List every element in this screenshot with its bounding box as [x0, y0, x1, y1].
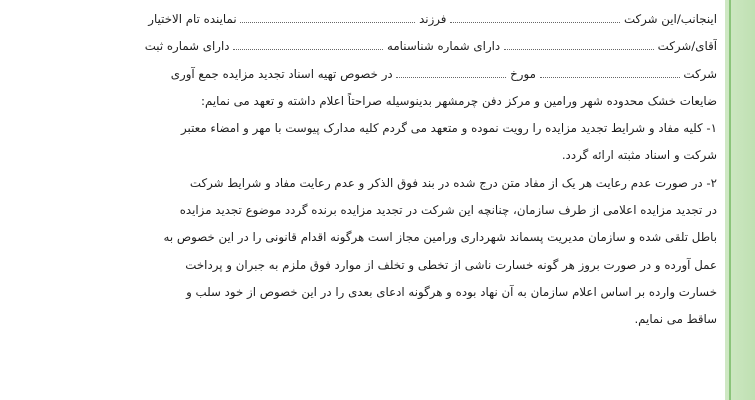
header-line-2: آقای/شرکت دارای شماره شناسنامه دارای شماره ثبت [144, 39, 717, 54]
green-margin-rule [729, 0, 731, 400]
clause-2-line-4: عمل آورده و در صورت بروز هر گونه خسارت ناشی از تخطی و تخلف از موارد فوق ملزم به جبران و پرداخت [185, 257, 717, 272]
blank-field[interactable] [240, 10, 415, 23]
header-line-1: اینجانب/این شرکت فرزند نماینده تام الاختیار [148, 12, 717, 26]
blank-field[interactable] [540, 65, 680, 78]
clause-2-line-5: خسارت وارده بر اساس اعلام سازمان به آن نهاد بوده و هرگونه ادعای بعدی را در این خصوص از خود سلب و [186, 284, 717, 299]
clause-2-line-3: باطل تلقی شده و سازمان مدیریت پسماند شهرداری ورامین مجاز است هرگونه اقدام قانونی را در این خصوص به [163, 230, 717, 245]
clause-2-line-6: ساقط می نمایم. [634, 312, 717, 327]
clause-1-line-2: شرکت و اسناد مثبته ارائه گردد. [561, 148, 717, 163]
commitment-text [17, 6, 717, 334]
header-line-3: شرکت مورخ در خصوص تهیه اسناد تجدید مزایده جمع آوری [170, 66, 717, 81]
blank-field[interactable] [396, 65, 506, 78]
blank-field[interactable] [450, 10, 620, 23]
clause-1-line-1: ۱- کلیه مفاد و شرایط تجدید مزایده را رویت نموده و متعهد می گردم کلیه مدارک پیوست با مهر و امضاء معتبر [181, 121, 717, 136]
clause-2-line-1: ۲- در صورت عدم رعایت هر یک از مفاد متن درج شده در بند فوق الذکر و عدم رعایت مفاد و شرایط شرکت [189, 175, 717, 190]
blank-field[interactable] [233, 37, 383, 50]
blank-field[interactable] [504, 37, 654, 50]
clause-2-line-2: در تجدید مزایده اعلامی از طرف سازمان، چنانچه این شرکت در تجدید مزایده برنده گردد موضوع تجدید مزایده [179, 203, 717, 218]
intro-line: ضایعات خشک محدوده شهر ورامین و مرکز دفن چرمشهر بدینوسیله صراحتاً اعلام داشته و تعهد می نمایم: [201, 93, 717, 108]
